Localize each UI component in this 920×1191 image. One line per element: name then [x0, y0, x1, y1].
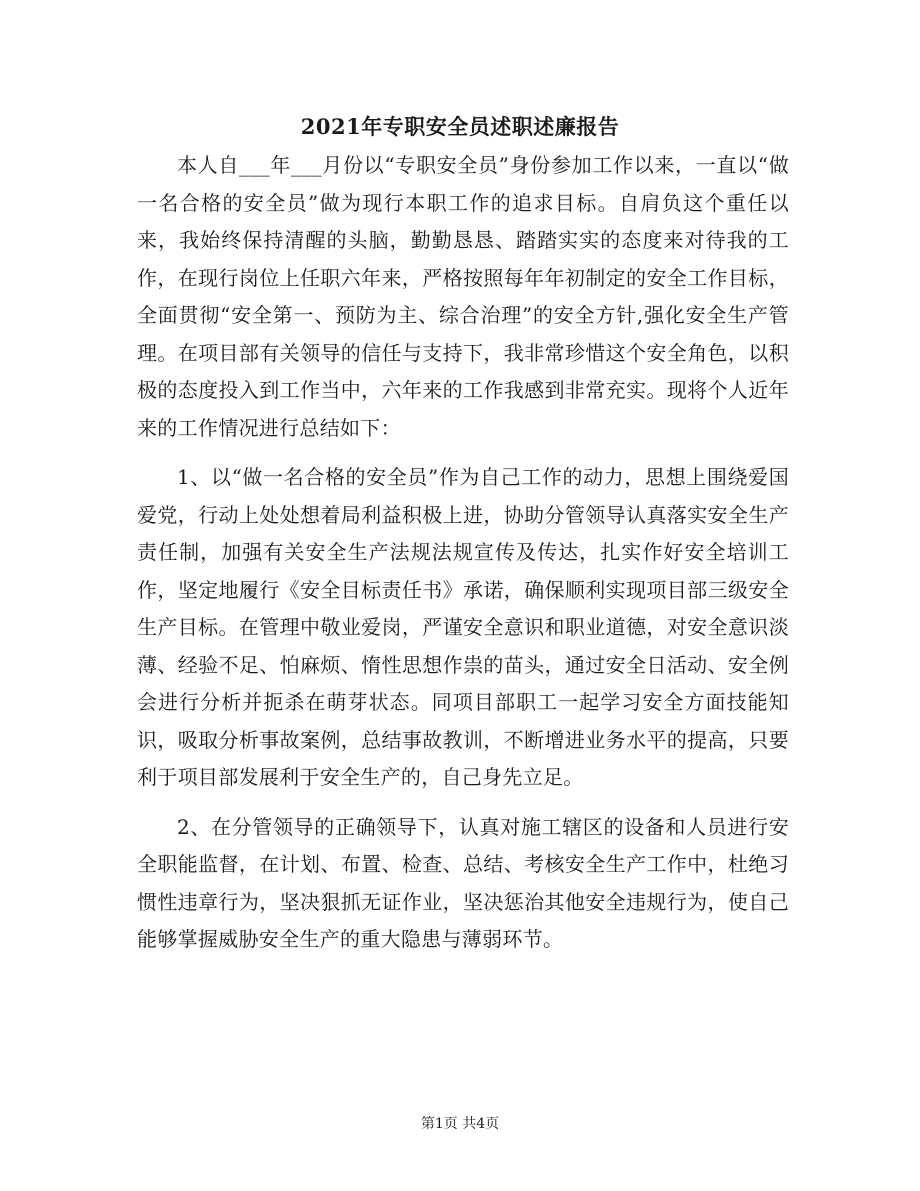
paragraph-item-2: 2、在分管领导的正确领导下，认真对施工辖区的设备和人员进行安全职能监督，在计划、布置、检查、总结、考核安全生产工作中，杜绝习惯性违章行为，坚决狠抓无证作业，坚决惩治其他安全违规行为，使自己能够掌握威胁安全生产的重大隐患与薄弱环节。: [137, 814, 789, 951]
paragraph-intro: 本人自___年___月份以“专职安全员”身份参加工作以来，一直以“做一名合格的安全员”做为现行本职工作的追求目标。自肩负这个重任以来，我始终保持清醒的头脑，勤勤恳恳、踏踏实实的态度来对待我的工作，在现行岗位上任职六年来，严格按照每年年初制定的安全工作目标，全面贯彻“安全第一、预防为主、综合治理”的安全方针,强化安全生产管理。在项目部有关领导的信任与支持下，我非常珍惜这个安全角色，以积极的态度投入到工作当中，六年来的工作我感到非常充实。现将个人近年来的工作情况进行总结如下：: [137, 153, 789, 440]
paragraph-item-1: 1、以“做一名合格的安全员”作为自己工作的动力，思想上围绕爱国爱党，行动上处处想着局利益积极上进，协助分管领导认真落实安全生产责任制，加强有关安全生产法规法规宣传及传达，扎实作好安全培训工作，坚定地履行《安全目标责任书》承诺，确保顺利实现项目部三级安全生产目标。在管理中敬业爱岗，严谨安全意识和职业道德，对安全意识淡薄、经验不足、怕麻烦、惰性思想作祟的苗头，通过安全日活动、安全例会进行分析并扼杀在萌芽状态。同项目部职工一起学习安全方面技能知识，吸取分析事故案例，总结事故教训，不断增进业务水平的提高，只要利于项目部发展利于安全生产的，自己身先立足。: [137, 465, 789, 789]
document-title: 2021年专职安全员述职述廉报告: [300, 114, 620, 139]
page-number-footer: 第1页 共4页: [420, 1116, 500, 1132]
document-body: [137, 147, 789, 959]
